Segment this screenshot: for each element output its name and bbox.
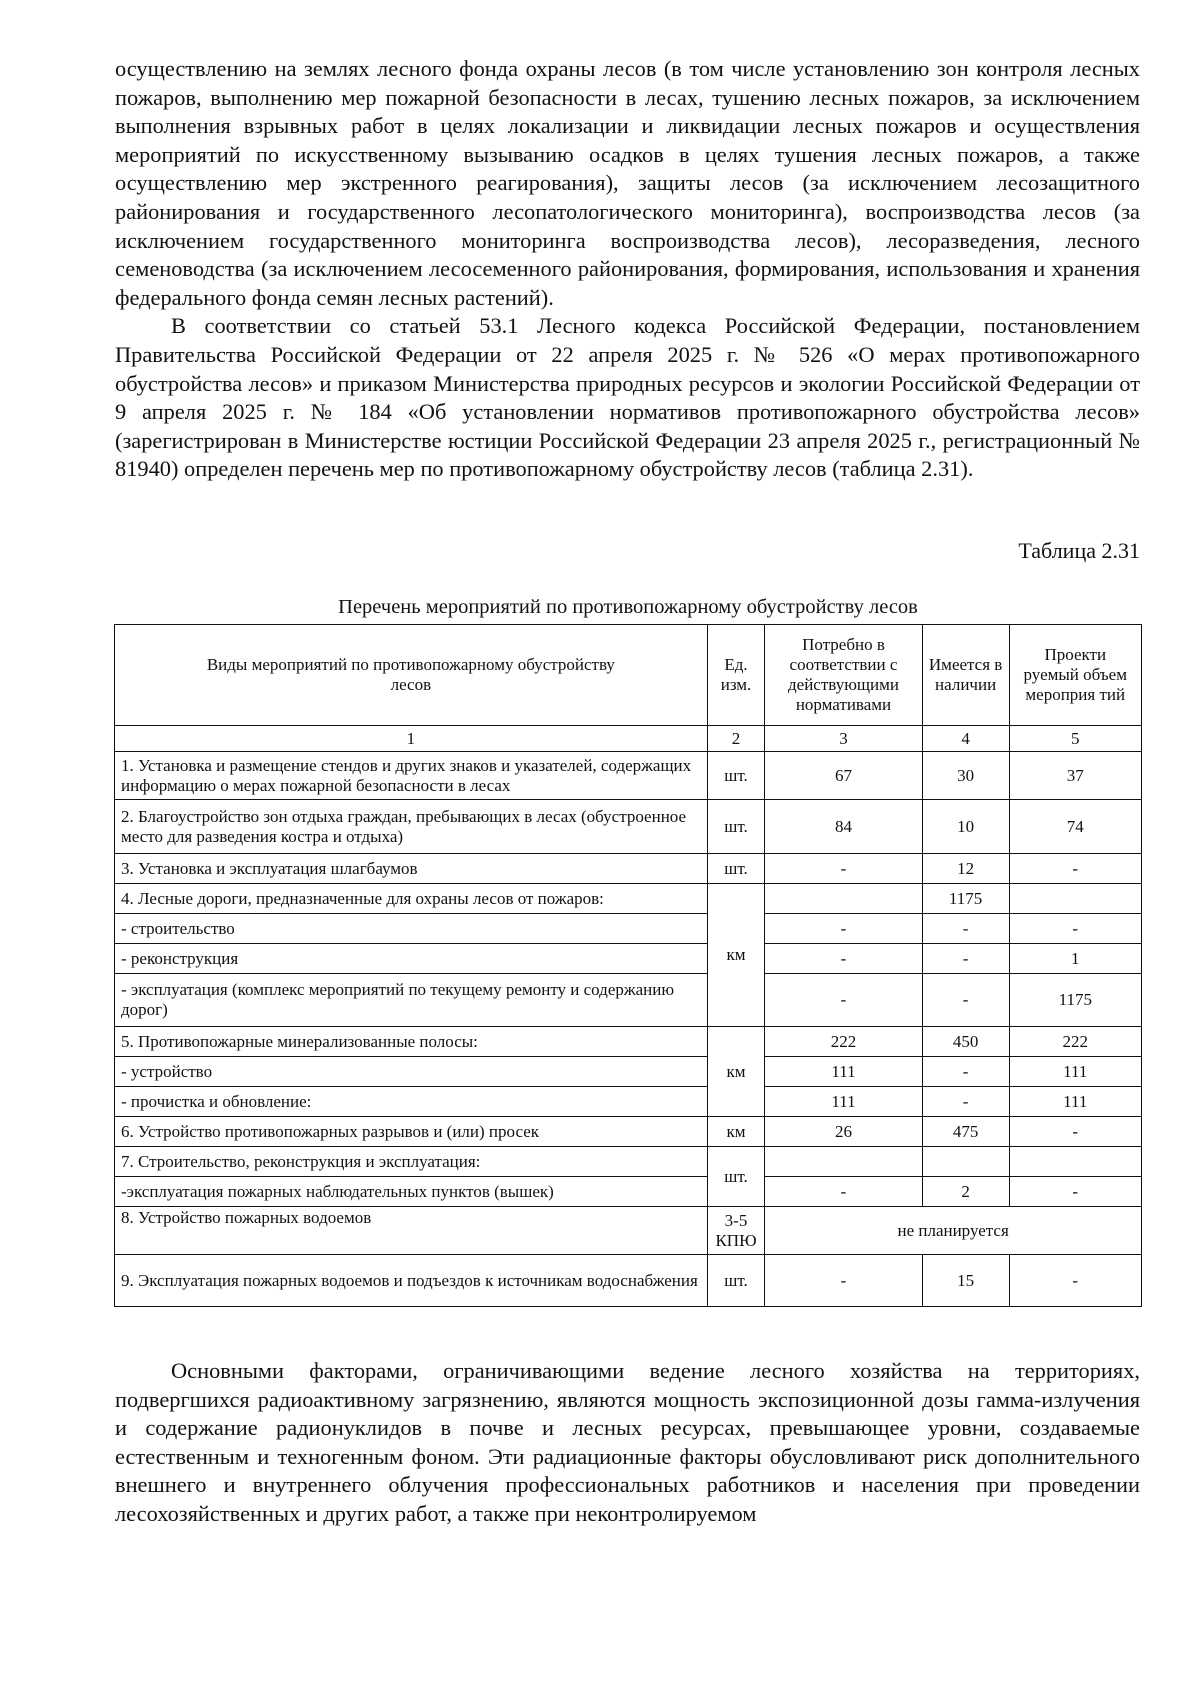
- measure-planned: -: [1009, 914, 1141, 944]
- measure-planned: 1: [1009, 944, 1141, 974]
- intro-paragraph: осуществлению на землях лесного фонда охраны лесов (в том числе установлению зон контроля лесных пожаров, выполнению мер пожарной безопасности в лесах, тушению лесных пожаров, за исключением выполнения взрывных работ в целях локализации и ликвидации лесных пожаров и осуществления мероприятий по искусственному вызыванию осадков в целях тушения лесных пожаров, а также осуществлению мер экстренного реагирования), защиты лесов (за исключением лесозащитного районирования и государственного лесопатологического мониторинга), воспроизводства лесов (за исключением государственного мониторинга воспроизводства лесов), лесоразведения, лесного семеноводства (за исключением лесосеменного районирования, формирования, использования и хранения федерального фонда семян лесных растений).: [115, 56, 1140, 310]
- header-required: Потребно в соответствии с действующими нормативами: [765, 625, 922, 726]
- measure-required: -: [765, 854, 922, 884]
- measure-planned: -: [1009, 854, 1141, 884]
- table-row: [115, 1027, 1142, 1057]
- measure-name: - прочистка и обновление:: [115, 1087, 708, 1117]
- measure-required: 111: [765, 1057, 922, 1087]
- closing-text: [115, 1357, 1140, 1529]
- table-row: [115, 1255, 1142, 1307]
- regulation-paragraph: В соответствии со статьей 53.1 Лесного кодекса Российской Федерации, постановлением Правительства Российской Федерации от 22 апреля 2025 г. № 526 «О мерах противопожарного обустройства лесов» и приказом Министерства природных ресурсов и экологии Российской Федерации от 9 апреля 2025 г. № 184 «Об установлении нормативов противопожарного обустройства лесов» (зарегистрирован в Министерстве юстиции Российской Федерации 23 апреля 2025 г., регистрационный № 81940) определен перечень мер по противопожарному обустройству лесов (таблица 2.31).: [115, 313, 1140, 482]
- measure-unit: шт.: [707, 854, 765, 884]
- table-row: [115, 1177, 1142, 1207]
- table-row: [115, 1117, 1142, 1147]
- column-number: 3: [765, 726, 922, 752]
- table-row: [115, 1207, 1142, 1255]
- header-measure-type: Виды мероприятий по противопожарному обустройству лесов: [115, 625, 708, 726]
- measure-available: -: [922, 1057, 1009, 1087]
- measure-name: - строительство: [115, 914, 708, 944]
- measure-planned: 111: [1009, 1057, 1141, 1087]
- intro-text: [115, 55, 1140, 484]
- measure-available: -: [922, 974, 1009, 1027]
- table-row: [115, 1147, 1142, 1177]
- measure-planned: -: [1009, 1177, 1141, 1207]
- table-row: [115, 914, 1142, 944]
- measure-required: -: [765, 1255, 922, 1307]
- measure-required: -: [765, 914, 922, 944]
- measure-available: 15: [922, 1255, 1009, 1307]
- measure-name: 3. Установка и эксплуатация шлагбаумов: [115, 854, 708, 884]
- measure-unit: шт.: [707, 800, 765, 854]
- measure-planned: 1175: [1009, 974, 1141, 1027]
- measure-available: -: [922, 914, 1009, 944]
- measure-name: 4. Лесные дороги, предназначенные для охраны лесов от пожаров:: [115, 884, 708, 914]
- column-number: 4: [922, 726, 1009, 752]
- measure-name: 2. Благоустройство зон отдыха граждан, пребывающих в лесах (обустроенное место для разведения костра и отдыха): [115, 800, 708, 854]
- table-caption: Перечень мероприятий по противопожарному обустройству лесов: [338, 596, 918, 618]
- measure-unit: шт.: [707, 1147, 765, 1207]
- measure-required: 84: [765, 800, 922, 854]
- measure-planned: -: [1009, 1255, 1141, 1307]
- measure-name: 6. Устройство противопожарных разрывов и (или) просек: [115, 1117, 708, 1147]
- column-number: 5: [1009, 726, 1141, 752]
- table-row: [115, 854, 1142, 884]
- measure-required: [765, 884, 922, 914]
- measure-required: 67: [765, 752, 922, 800]
- measure-planned: 37: [1009, 752, 1141, 800]
- table-row: [115, 800, 1142, 854]
- measure-available: 10: [922, 800, 1009, 854]
- measure-not-planned: не планируется: [765, 1207, 1142, 1255]
- measure-unit: км: [707, 884, 765, 1027]
- table-number: Таблица 2.31: [1018, 538, 1140, 563]
- table-row: [115, 944, 1142, 974]
- measure-name: -эксплуатация пожарных наблюдательных пунктов (вышек): [115, 1177, 708, 1207]
- measure-available: [922, 1147, 1009, 1177]
- measure-unit: шт.: [707, 752, 765, 800]
- measure-required: 26: [765, 1117, 922, 1147]
- table-row: [115, 974, 1142, 1027]
- header-unit: Ед. изм.: [707, 625, 765, 726]
- measure-name: - устройство: [115, 1057, 708, 1087]
- column-number: 1: [115, 726, 708, 752]
- measure-available: 2: [922, 1177, 1009, 1207]
- measure-unit: шт.: [707, 1255, 765, 1307]
- measure-name: - эксплуатация (комплекс мероприятий по текущему ремонту и содержанию дорог): [115, 974, 708, 1027]
- measure-required: [765, 1147, 922, 1177]
- measure-available: 30: [922, 752, 1009, 800]
- measure-planned: [1009, 1147, 1141, 1177]
- measure-unit: 3-5 КПЮ: [707, 1207, 765, 1255]
- measure-required: -: [765, 1177, 922, 1207]
- measure-planned: 111: [1009, 1087, 1141, 1117]
- measure-available: -: [922, 944, 1009, 974]
- measure-required: -: [765, 944, 922, 974]
- measure-required: -: [765, 974, 922, 1027]
- measure-planned: 74: [1009, 800, 1141, 854]
- measure-available: -: [922, 1087, 1009, 1117]
- header-planned: Проекти руемый объем мероприя тий: [1009, 625, 1141, 726]
- fire-measures-table: [114, 624, 1142, 1307]
- table-row: [115, 752, 1142, 800]
- measure-required: 222: [765, 1027, 922, 1057]
- measure-planned: 222: [1009, 1027, 1141, 1057]
- table-row: [115, 884, 1142, 914]
- measure-available: 1175: [922, 884, 1009, 914]
- measure-available: 450: [922, 1027, 1009, 1057]
- measure-available: 475: [922, 1117, 1009, 1147]
- measure-planned: [1009, 884, 1141, 914]
- measure-available: 12: [922, 854, 1009, 884]
- measure-unit: км: [707, 1027, 765, 1117]
- measure-planned: -: [1009, 1117, 1141, 1147]
- measure-name: 7. Строительство, реконструкция и эксплуатация:: [115, 1147, 708, 1177]
- table-row: [115, 1057, 1142, 1087]
- table-row: [115, 1087, 1142, 1117]
- closing-paragraph: Основными факторами, ограничивающими ведение лесного хозяйства на территориях, подвергшихся радиоактивному загрязнению, являются мощность экспозиционной дозы гамма-излучения и содержание радионуклидов в почве и лесных ресурсах, превышающее уровни, создаваемые естественным и техногенным фоном. Эти радиационные факторы обусловливают риск дополнительного внешнего и внутреннего облучения профессиональных работников и населения при проведении лесохозяйственных и других работ, а также при неконтролируемом: [115, 1358, 1140, 1526]
- measure-name: 9. Эксплуатация пожарных водоемов и подъездов к источникам водоснабжения: [115, 1255, 708, 1307]
- measure-name: 5. Противопожарные минерализованные полосы:: [115, 1027, 708, 1057]
- measure-name: - реконструкция: [115, 944, 708, 974]
- measure-name: 8. Устройство пожарных водоемов: [115, 1207, 708, 1255]
- column-number: 2: [707, 726, 765, 752]
- header-available: Имеется в наличии: [922, 625, 1009, 726]
- column-number-row: [115, 726, 1142, 752]
- measure-required: 111: [765, 1087, 922, 1117]
- table-header-row: [115, 625, 1142, 726]
- measure-name: 1. Установка и размещение стендов и других знаков и указателей, содержащих информацию о мерах пожарной безопасности в лесах: [115, 752, 708, 800]
- measure-unit: км: [707, 1117, 765, 1147]
